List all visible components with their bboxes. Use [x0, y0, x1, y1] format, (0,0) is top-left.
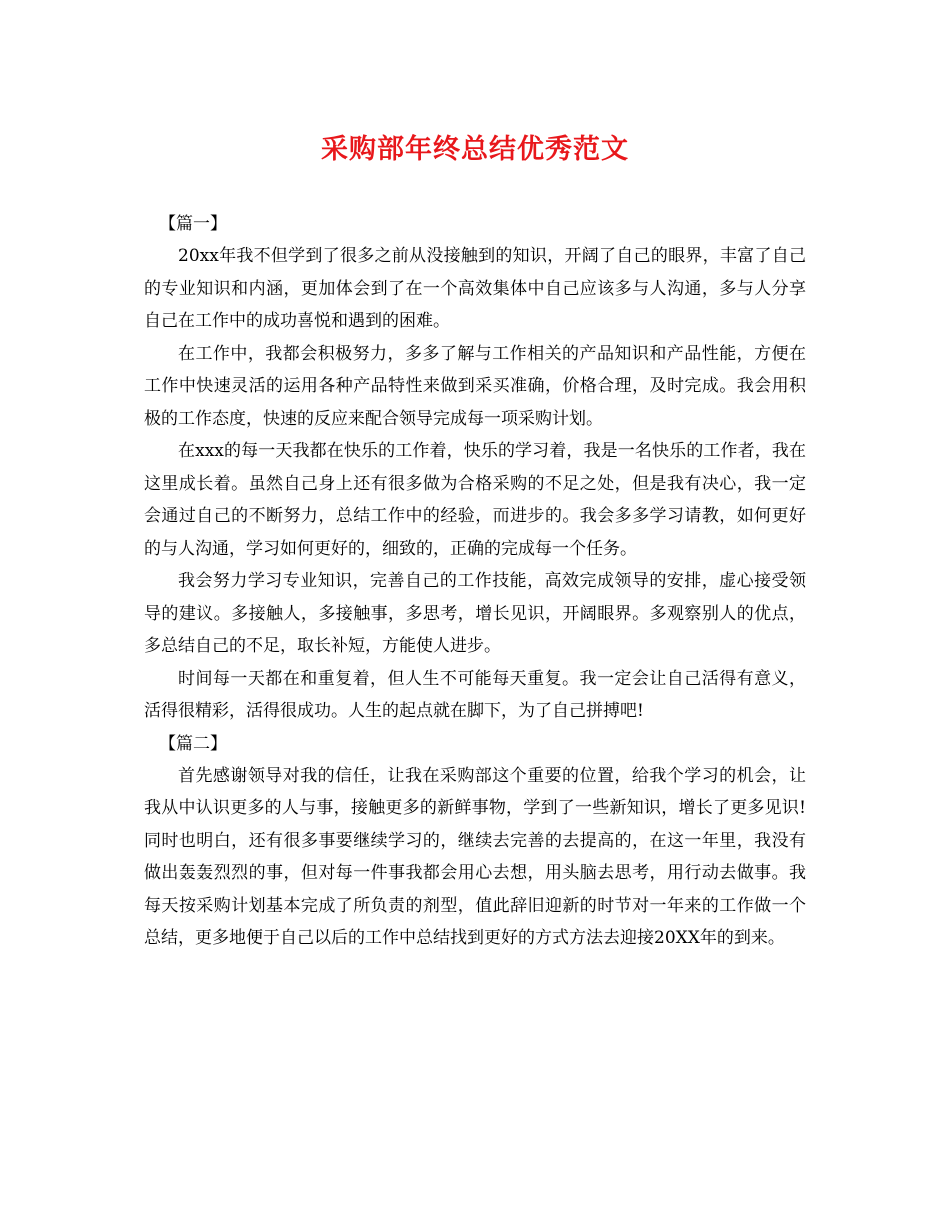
document-body: [144, 208, 806, 955]
paragraph: 在工作中，我都会积极努力，多多了解与工作相关的产品知识和产品性能，方便在工作中快速灵活的运用各种产品特性来做到采买准确，价格合理，及时完成。我会用积极的工作态度，快速的反应来配合领导完成每一项采购计划。: [144, 343, 806, 429]
paragraph: 20xx年我不但学到了很多之前从没接触到的知识，开阔了自己的眼界，丰富了自己的专业知识和内涵，更加体会到了在一个高效集体中自己应该多与人沟通，多与人分享自己在工作中的成功喜悦和遇到的困难。: [144, 246, 806, 331]
document-page: [144, 0, 806, 955]
document-title: 采购部年终总结优秀范文: [321, 134, 629, 165]
section-heading: 【篇一】: [159, 214, 227, 234]
paragraph: 时间每一天都在和重复着，但人生不可能每天重复。我一定会让自己活得有意义，活得很精彩，活得很成功。人生的起点就在脚下，为了自己拼搏吧!: [144, 668, 806, 721]
paragraph: 在xxx的每一天我都在快乐的工作着，快乐的学习着，我是一名快乐的工作者，我在这里成长着。虽然自己身上还有很多做为合格采购的不足之处，但是我有决心，我一定会通过自己的不断努力，总结工作中的经验，而进步的。我会多多学习请教，如何更好的与人沟通，学习如何更好的，细致的，正确的完成每一个任务。: [144, 441, 806, 559]
paragraph: 首先感谢领导对我的信任，让我在采购部这个重要的位置，给我个学习的机会，让我从中认识更多的人与事，接触更多的新鲜事物，学到了一些新知识，增长了更多见识!同时也明白，还有很多事要继续学习的，继续去完善的去提高的，在这一年里，我没有做出轰轰烈烈的事，但对每一件事我都会用心去想，用头脑去思考，用行动去做事。我每天按采购计划基本完成了所负责的剂型，值此辞旧迎新的时节对一年来的工作做一个总结，更多地便于自己以后的工作中总结找到更好的方式方法去迎接20XX年的到来。: [144, 765, 806, 948]
section-heading: 【篇二】: [159, 733, 227, 754]
section-2: [144, 728, 806, 955]
section-1: [144, 208, 806, 728]
paragraph: 我会努力学习专业知识，完善自己的工作技能，高效完成领导的安排，虚心接受领导的建议。多接触人，多接触事，多思考，增长见识，开阔眼界。多观察别人的优点，多总结自己的不足，取长补短，方能使人进步。: [144, 571, 806, 656]
